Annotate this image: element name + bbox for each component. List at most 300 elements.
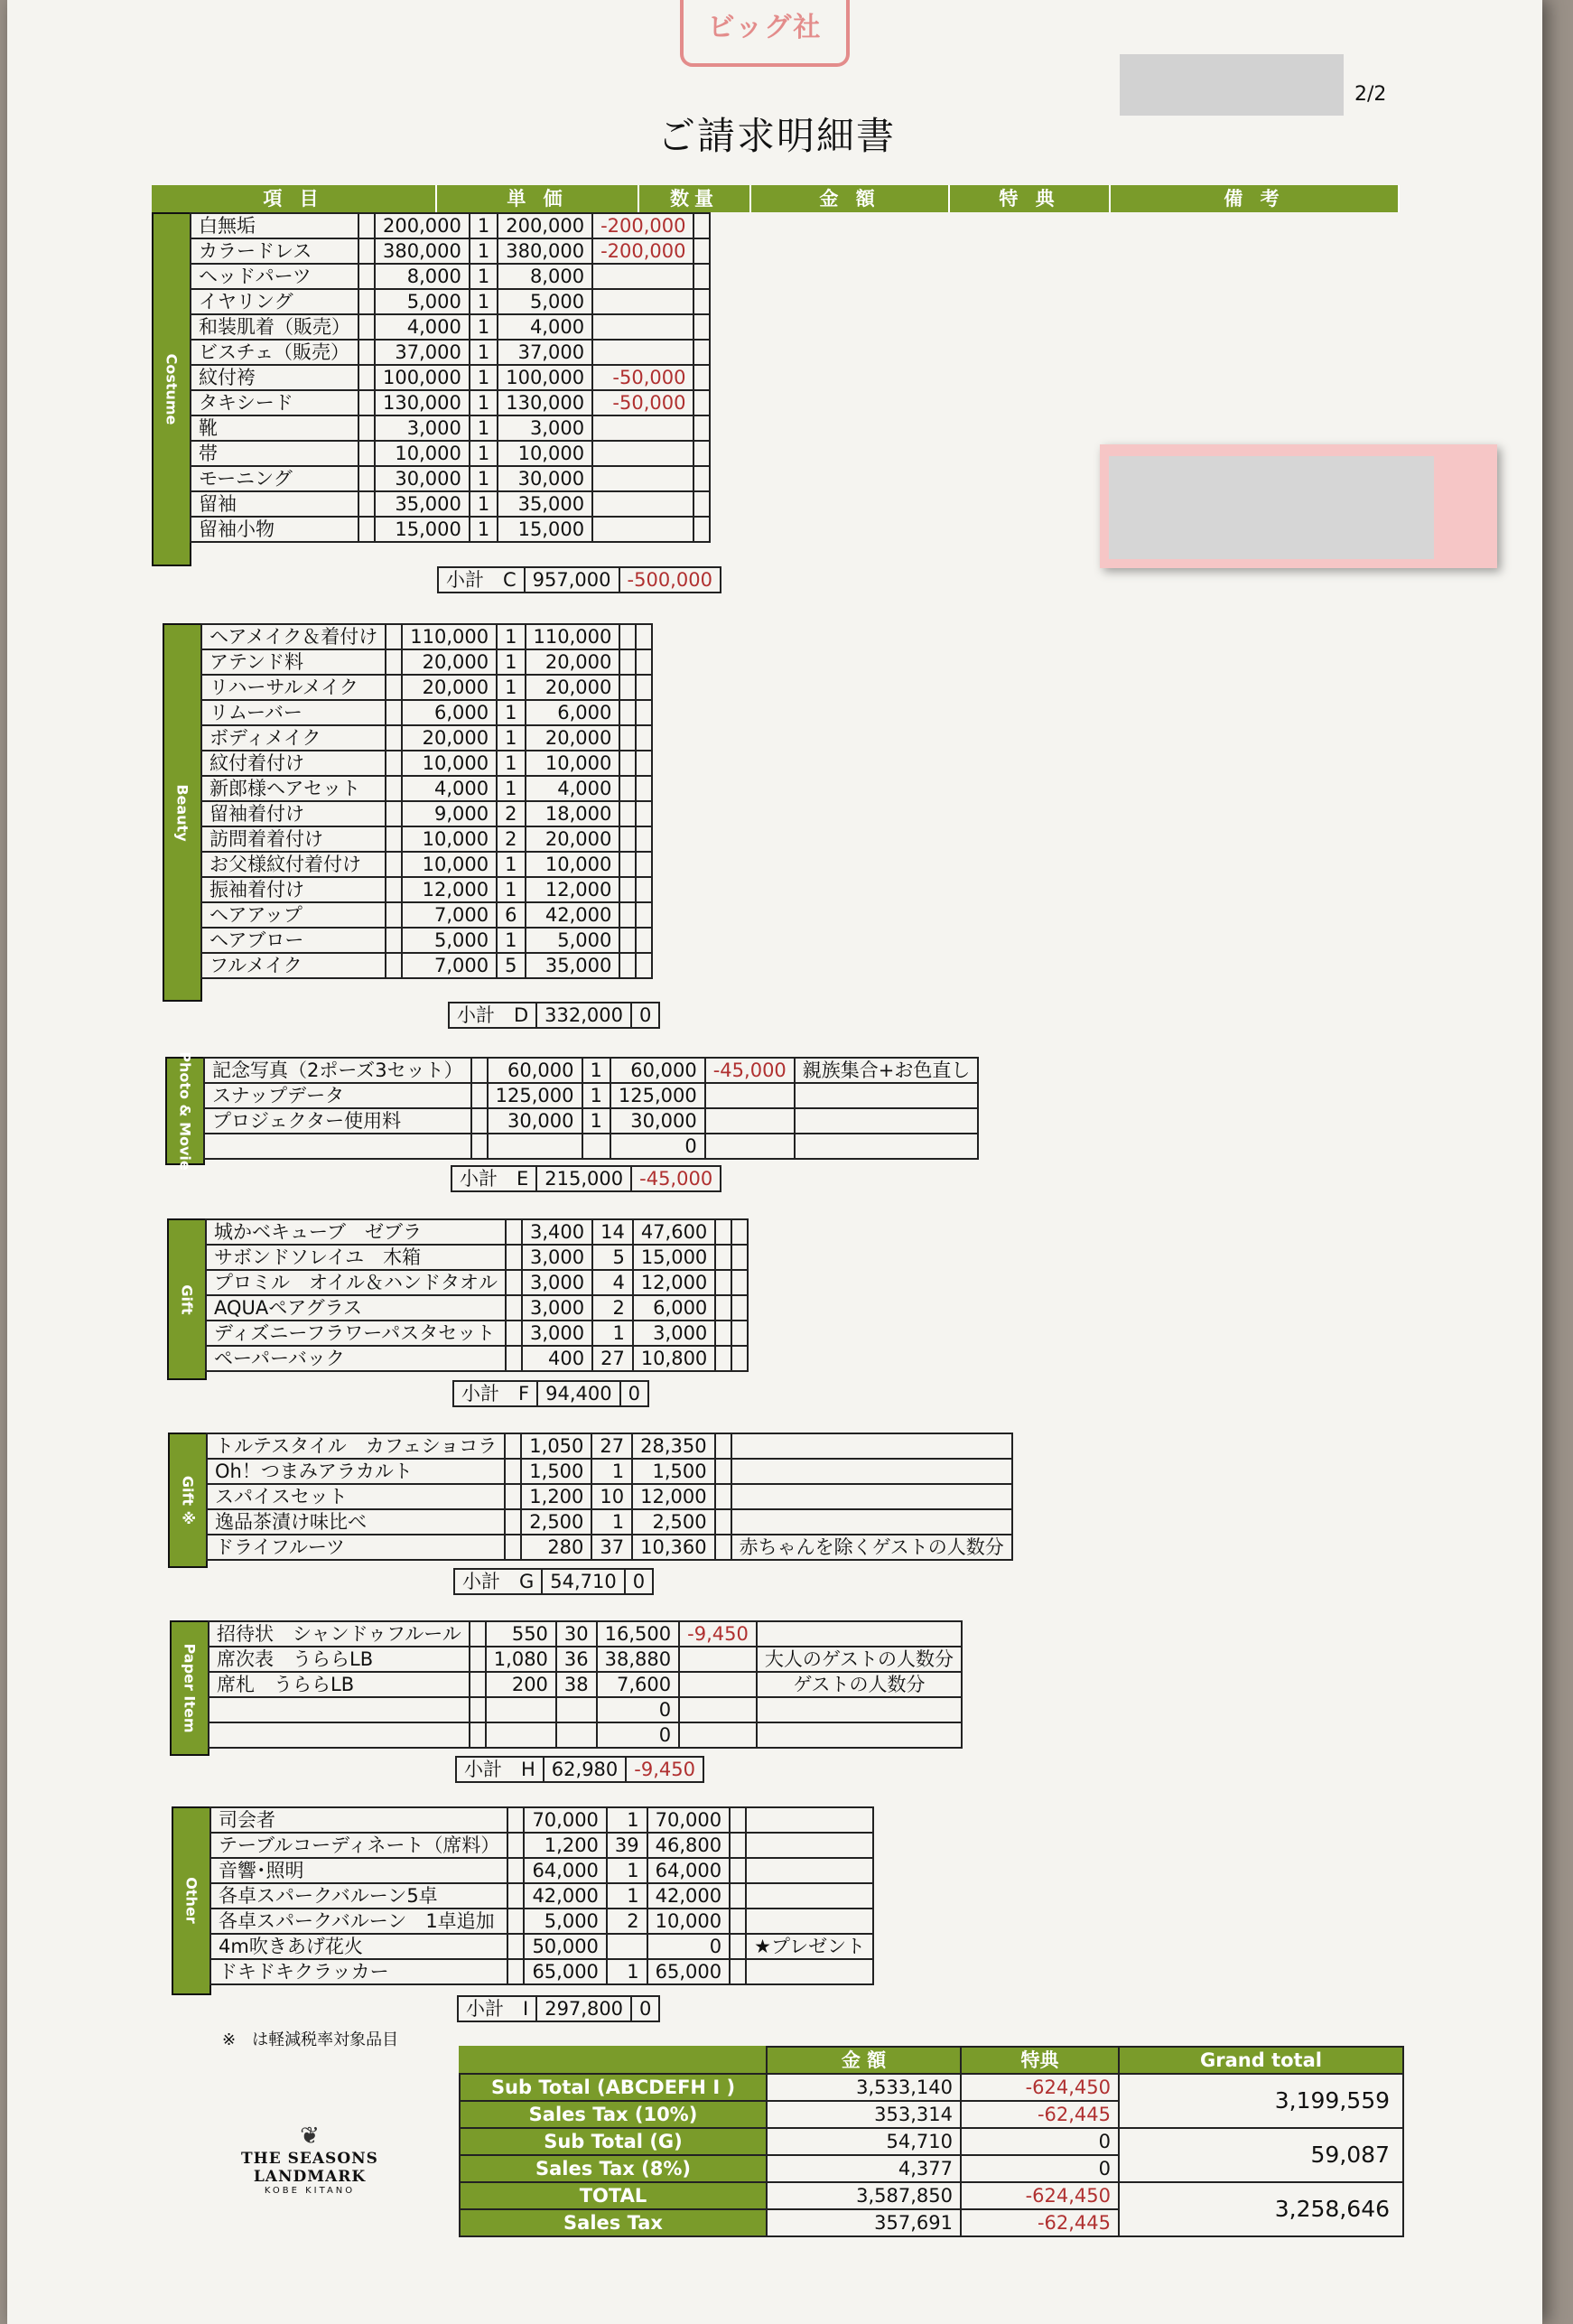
remark [636,801,652,826]
amount: 4,000 [526,776,620,801]
totals-benefit-header: 特典 [961,2047,1119,2074]
benefit [730,1934,746,1959]
remark [731,1433,1012,1459]
col-qty-header: 数量 [639,185,751,212]
item-name: 留袖着付け [201,801,386,826]
table-row [206,1321,748,1346]
subtotal-label: 小計 H [456,1757,544,1782]
table-row [207,1433,1012,1459]
benefit [619,700,636,725]
spacer-cell [506,1346,522,1371]
amount: 64,000 [647,1858,730,1883]
table-row [209,1697,962,1722]
unit-price: 3,000 [522,1270,592,1295]
quantity: 1 [470,517,498,542]
item-name: 各卓スパークバルーン 1卓追加 [210,1909,507,1934]
section-label-text: Gift [178,1283,196,1315]
benefit [715,1433,731,1459]
amount: 6,000 [633,1295,715,1321]
section-side-label [152,212,191,566]
quantity: 1 [497,852,525,877]
table-row [191,517,710,542]
redacted-block [1109,456,1434,559]
grand-total-value: 59,087 [1119,2128,1403,2182]
totals-label: Sales Tax (8%) [460,2155,767,2182]
item-name: アテンド料 [201,649,386,675]
amount: 28,350 [632,1433,714,1459]
table-row [201,826,652,852]
unit-price: 130,000 [375,390,470,415]
totals-label: Sub Total (G) [460,2128,767,2155]
amount: 47,600 [633,1219,715,1245]
item-name: モーニング [191,466,358,491]
table-row [191,441,710,466]
item-name: 席次表 うららLB [209,1647,470,1672]
benefit [715,1270,731,1295]
benefit [715,1219,731,1245]
totals-grand-header: Grand total [1119,2047,1403,2074]
quantity: 2 [607,1909,647,1934]
section-label-text: Beauty [173,783,191,842]
table-row [191,314,710,340]
quantity: 1 [470,441,498,466]
remark: ★プレゼント [746,1934,873,1959]
unit-price: 400 [522,1346,592,1371]
amount: 1,500 [632,1459,714,1484]
item-name: 司会者 [210,1807,507,1833]
remark [636,675,652,700]
amount: 38,880 [597,1647,679,1672]
unit-price: 42,000 [524,1883,606,1909]
unit-price: 1,200 [524,1833,606,1858]
benefit [619,776,636,801]
quantity: 1 [591,1459,632,1484]
spacer-cell [386,928,402,953]
table-row [210,1934,873,1959]
spacer-cell [471,1134,488,1159]
amount: 130,000 [498,390,592,415]
spacer-cell [386,902,402,928]
quantity: 1 [497,675,525,700]
quantity: 27 [591,1433,632,1459]
remark [636,902,652,928]
quantity: 1 [497,649,525,675]
item-name: 留袖 [191,491,358,517]
unit-price: 3,000 [522,1295,592,1321]
remark [731,1219,748,1245]
remark [636,751,652,776]
benefit [592,314,693,340]
benefit [679,1697,757,1722]
amount: 12,000 [632,1484,714,1509]
subtotal-amount: 62,980 [544,1757,626,1782]
subtotal-label: 小計 E [451,1166,536,1191]
item-name: 城かベキューブ ゼブラ [206,1219,506,1245]
spacer-cell [358,289,375,314]
invoice-page [7,0,1542,2324]
quantity: 1 [591,1509,632,1535]
item-name: 靴 [191,415,358,441]
spacer-cell [507,1833,524,1858]
item-name: ヘッドパーツ [191,264,358,289]
logo-mark-icon: ❦ [300,2123,320,2150]
unit-price: 10,000 [402,751,497,776]
item-name: 各卓スパークバルーン5卓 [210,1883,507,1909]
unit-price: 7,000 [402,953,497,978]
item-name [209,1697,470,1722]
table-row [210,1959,873,1984]
amount: 100,000 [498,365,592,390]
amount: 200,000 [498,213,592,238]
amount: 15,000 [633,1245,715,1270]
table-row [191,466,710,491]
table-row [206,1219,748,1245]
table-row [210,1909,873,1934]
item-name: 音響･照明 [210,1858,507,1883]
quantity: 6 [497,902,525,928]
section-label-text: Costume [163,353,181,425]
spacer-cell [505,1433,521,1459]
spacer-cell [386,751,402,776]
table-row [206,1245,748,1270]
item-name: ディズニーフラワーパスタセット [206,1321,506,1346]
subtotal-row [457,1995,660,2022]
benefit [619,928,636,953]
item-name: AQUAペアグラス [206,1295,506,1321]
totals-amount: 357,691 [767,2209,961,2236]
amount: 42,000 [647,1883,730,1909]
quantity: 36 [556,1647,597,1672]
spacer-cell [507,1959,524,1984]
item-name: プロミル オイル＆ハンドタオル [206,1270,506,1295]
totals-row [460,2074,1403,2101]
table-row [207,1484,1012,1509]
items-table [200,623,653,979]
table-row [201,928,652,953]
benefit: -200,000 [592,238,693,264]
spacer-cell [470,1647,486,1672]
benefit [619,649,636,675]
unit-price: 100,000 [375,365,470,390]
section-side-label [168,1433,208,1568]
quantity: 1 [497,776,525,801]
table-row [191,238,710,264]
quantity: 1 [470,390,498,415]
benefit [592,491,693,517]
spacer-cell [358,340,375,365]
benefit [715,1321,731,1346]
unit-price: 4,000 [402,776,497,801]
amount: 0 [610,1134,705,1159]
amount: 10,360 [632,1535,714,1560]
spacer-cell [470,1621,486,1647]
quantity: 1 [582,1108,610,1134]
quantity: 1 [582,1083,610,1108]
benefit [619,826,636,852]
tax-footnote: ※ は軽減税率対象品目 [222,2030,399,2049]
benefit [592,340,693,365]
table-row [204,1108,978,1134]
table-row [191,264,710,289]
benefit [619,902,636,928]
benefit [705,1134,795,1159]
unit-price: 200 [486,1672,556,1697]
spacer-cell [505,1459,521,1484]
spacer-cell [358,441,375,466]
quantity: 1 [497,700,525,725]
item-name: 席札 うららLB [209,1672,470,1697]
quantity: 1 [497,751,525,776]
quantity: 1 [497,877,525,902]
totals-benefit: 0 [961,2128,1119,2155]
spacer-cell [358,491,375,517]
table-row [201,852,652,877]
benefit: -50,000 [592,390,693,415]
quantity: 10 [591,1484,632,1509]
spacer-cell [358,415,375,441]
table-row [201,624,652,649]
item-name: イヤリング [191,289,358,314]
table-row [191,415,710,441]
section-side-label [167,1218,207,1380]
spacer-cell [507,1909,524,1934]
remark [693,238,710,264]
subtotal-amount: 54,710 [542,1569,624,1594]
spacer-cell [358,365,375,390]
unit-price: 15,000 [375,517,470,542]
quantity: 2 [497,826,525,852]
item-name: 白無垢 [191,213,358,238]
remark [746,1883,873,1909]
unit-price: 65,000 [524,1959,606,1984]
benefit [715,1535,731,1560]
spacer-cell [386,649,402,675]
remark [795,1108,979,1134]
item-name: 和装肌着（販売） [191,314,358,340]
amount: 35,000 [498,491,592,517]
section-label-text: Photo & Movie [176,1051,194,1171]
benefit: -9,450 [679,1621,757,1647]
remark [693,340,710,365]
amount: 70,000 [647,1807,730,1833]
item-name: トルテスタイル カフェショコラ [207,1433,505,1459]
unit-price: 4,000 [375,314,470,340]
unit-price: 10,000 [402,852,497,877]
remark [731,1245,748,1270]
totals-label: Sales Tax (10%) [460,2101,767,2128]
benefit: -50,000 [592,365,693,390]
spacer-cell [358,213,375,238]
spacer-cell [358,238,375,264]
subtotal-amount: 94,400 [537,1381,619,1406]
table-row [201,953,652,978]
amount: 42,000 [526,902,620,928]
subtotal-benefit: -9,450 [626,1757,703,1782]
quantity: 1 [607,1858,647,1883]
item-name: 留袖小物 [191,517,358,542]
remark [693,213,710,238]
item-name [204,1134,471,1159]
remark [693,365,710,390]
subtotal-benefit: 0 [631,1996,659,2021]
item-name: カラードレス [191,238,358,264]
spacer-cell [507,1807,524,1833]
unit-price: 1,050 [521,1433,591,1459]
redacted-block [1120,54,1344,116]
totals-label: TOTAL [460,2182,767,2209]
item-name: 紋付袴 [191,365,358,390]
remark [731,1270,748,1295]
spacer-cell [505,1509,521,1535]
benefit: -45,000 [705,1058,795,1083]
subtotal-label: 小計 D [449,1003,536,1028]
spacer-cell [386,776,402,801]
remark [757,1697,962,1722]
subtotal-row [437,566,721,593]
amount: 37,000 [498,340,592,365]
subtotal-label: 小計 I [458,1996,536,2021]
amount: 60,000 [610,1058,705,1083]
amount: 7,600 [597,1672,679,1697]
spacer-cell [358,390,375,415]
item-name: ヘアブロー [201,928,386,953]
subtotal-row [453,1568,654,1595]
remark [795,1134,979,1159]
table-row [210,1883,873,1909]
table-row [209,1722,962,1748]
remark: 大人のゲストの人数分 [757,1647,962,1672]
remark [636,624,652,649]
unit-price: 1,080 [486,1647,556,1672]
spacer-cell [386,725,402,751]
table-row [204,1058,978,1083]
table-row [206,1295,748,1321]
remark [731,1295,748,1321]
quantity: 1 [470,466,498,491]
remark [693,441,710,466]
section-label-text: Paper Item [181,1643,199,1733]
subtotal-row [448,1002,660,1029]
amount: 10,000 [647,1909,730,1934]
amount: 4,000 [498,314,592,340]
item-name: 4m吹きあげ花火 [210,1934,507,1959]
table-row [209,1672,962,1697]
col-price-header: 単 価 [437,185,639,212]
quantity: 39 [607,1833,647,1858]
item-name: リハーサルメイク [201,675,386,700]
col-note-header: 備 考 [1111,185,1400,212]
totals-benefit: -624,450 [961,2182,1119,2209]
amount: 10,000 [526,852,620,877]
unit-price: 3,400 [522,1219,592,1245]
totals-corner [460,2047,767,2074]
quantity: 14 [592,1219,633,1245]
table-row [201,649,652,675]
item-name: 訪問着着付け [201,826,386,852]
logo-line2: KOBE KITANO [264,2186,356,2196]
table-row [201,801,652,826]
amount: 65,000 [647,1959,730,1984]
item-name: お父様紋付着付け [201,852,386,877]
amount: 5,000 [498,289,592,314]
table-row [206,1346,748,1371]
remark [757,1621,962,1647]
quantity [556,1722,597,1748]
item-name: リムーバー [201,700,386,725]
amount: 12,000 [526,877,620,902]
remark [636,725,652,751]
quantity [607,1934,647,1959]
quantity: 38 [556,1672,597,1697]
table-row [207,1509,1012,1535]
quantity: 1 [497,725,525,751]
amount: 6,000 [526,700,620,725]
table-row [201,776,652,801]
quantity: 2 [497,801,525,826]
quantity: 1 [470,491,498,517]
unit-price: 5,000 [524,1909,606,1934]
unit-price: 110,000 [402,624,497,649]
unit-price: 20,000 [402,725,497,751]
spacer-cell [386,675,402,700]
remark [731,1484,1012,1509]
section-label-text: Gift ※ [179,1475,197,1525]
spacer-cell [506,1295,522,1321]
quantity: 1 [607,1883,647,1909]
remark [693,415,710,441]
remark [746,1909,873,1934]
benefit [679,1672,757,1697]
amount: 30,000 [610,1108,705,1134]
benefit [619,877,636,902]
benefit [730,1959,746,1984]
benefit [592,466,693,491]
section-label-text: Other [182,1877,200,1924]
unit-price: 9,000 [402,801,497,826]
unit-price: 125,000 [488,1083,582,1108]
quantity: 1 [592,1321,633,1346]
item-name: 振袖着付け [201,877,386,902]
grand-total-value: 3,258,646 [1119,2182,1403,2236]
quantity: 1 [497,624,525,649]
quantity: 27 [592,1346,633,1371]
remark [693,466,710,491]
item-name: ビスチェ（販売） [191,340,358,365]
col-item-header: 項 目 [152,185,437,212]
spacer-cell [507,1883,524,1909]
unit-price: 10,000 [402,826,497,852]
subtotal-benefit: -45,000 [631,1166,721,1191]
remark [757,1722,962,1748]
col-benefit-header: 特 典 [950,185,1111,212]
logo-line1: THE SEASONS LANDMARK [241,2150,378,2186]
table-row [209,1621,962,1647]
unit-price: 37,000 [375,340,470,365]
quantity: 2 [592,1295,633,1321]
amount: 12,000 [633,1270,715,1295]
quantity: 1 [470,289,498,314]
item-name: 新郎様ヘアセット [201,776,386,801]
unit-price: 60,000 [488,1058,582,1083]
unit-price [488,1134,582,1159]
totals-benefit: -624,450 [961,2074,1119,2101]
table-row [204,1083,978,1108]
unit-price: 280 [521,1535,591,1560]
items-table [206,1433,1013,1561]
spacer-cell [506,1270,522,1295]
totals-row [460,2182,1403,2209]
benefit [730,1858,746,1883]
